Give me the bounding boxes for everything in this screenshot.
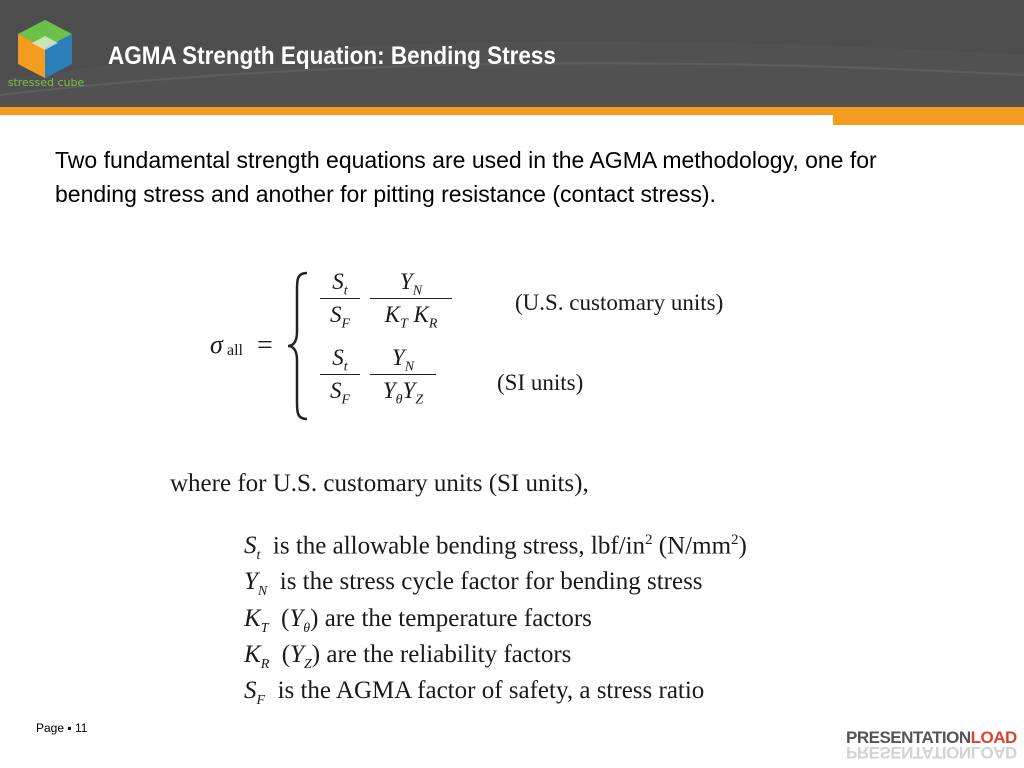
slide-title: AGMA Strength Equation: Bending Stress [108,42,556,70]
sigma-subscript: all [227,342,243,359]
definition-yn: $Y_N$ is the stress cycle factor for bending stress [244,568,703,599]
equals-sign: = [257,330,273,361]
brand-reflection: PRESENTATIONLOAD [846,743,1017,762]
where-statement: where for U.S. customary units (SI units), [170,470,589,497]
fraction-yn-ktkr: $Y_N$ $K_T$ $K_R$ [370,268,452,329]
si-units-label: (SI units) [497,370,584,395]
fraction-st-sf-us: $S_t$ $S_F$ [320,268,360,329]
intro-paragraph: Two fundamental strength equations are used in the AGMA methodology, one for bending stress and another for pitting resistance (contact stress). [55,147,877,207]
logo-text: stressed cube [7,76,85,89]
definition-kr: $K_R$ $(Y_Z)$ are the reliability factors [244,641,572,672]
brand-part1: PRESENTATION [846,728,971,747]
definition-sf: $S_F$ is the AGMA factor of safety, a stress ratio [244,677,705,708]
definition-kt: $K_T$ $(Y_\theta)$ are the temperature factors [244,605,592,636]
presentationload-logo [846,728,1017,762]
fraction-yn-ythetayz: $Y_N$ $Y_\theta Y_Z$ [370,344,436,405]
definition-st: $S_t$ is the allowable bending stress, lbf/$in^2$ $(N/mm^2)$ [244,532,747,564]
left-brace-icon [285,270,311,422]
sigma-symbol: σ [210,330,223,359]
brand-part2: LOAD [970,728,1017,747]
fraction-st-sf-si: $S_t$ $S_F$ [320,344,360,405]
us-units-label: (U.S. customary units) [515,290,724,315]
page-number: Page ▪ 11 [36,721,88,735]
